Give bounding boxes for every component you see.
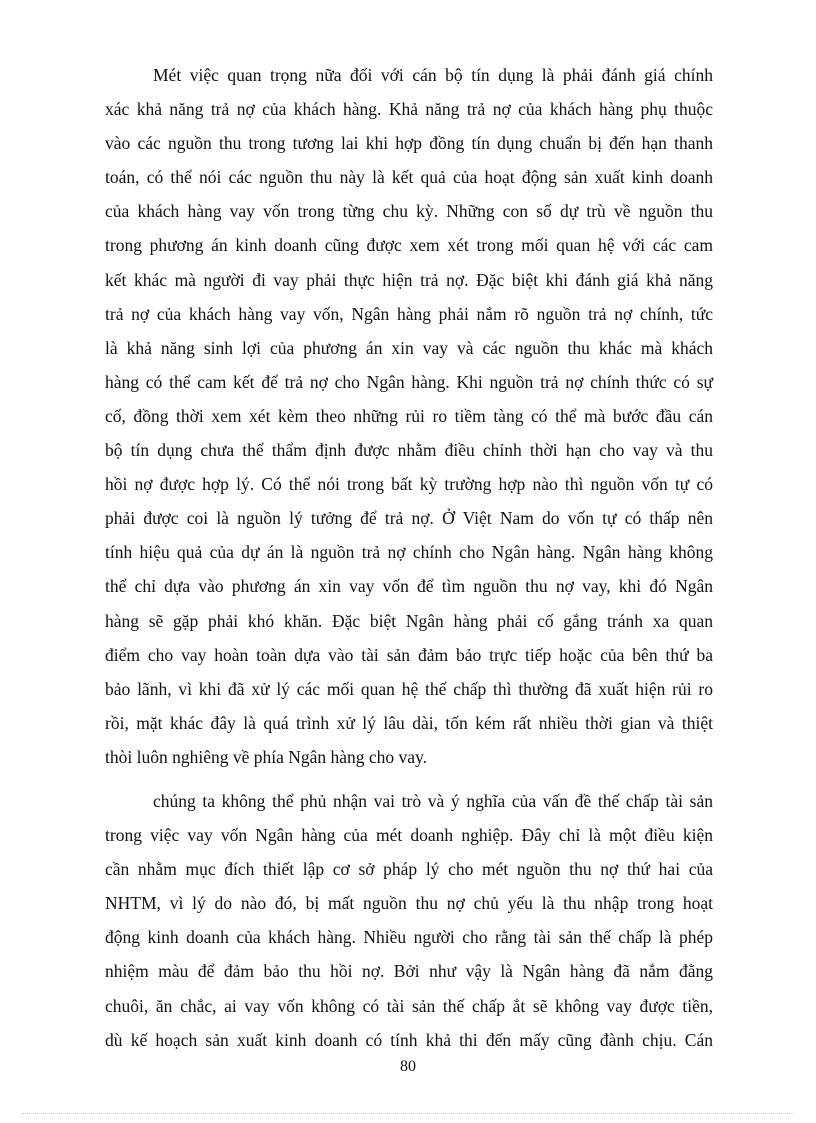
- text-line: bộ tín dụng chưa thể thẩm định được nhằm điều chỉnh thời hạn cho vay và thu: [105, 440, 713, 461]
- text-line: trong phương án kinh doanh cũng được xem xét trong mối quan hệ với các cam: [105, 235, 713, 256]
- text-line: bảo lãnh, vì khi đã xử lý các mối quan hệ thế chấp thì thường đã xuất hiện rủi ro: [105, 678, 713, 699]
- text-line: điểm cho vay hoàn toàn dựa vào tài sản đảm bảo trực tiếp hoặc của bên thứ ba: [105, 644, 713, 665]
- text-line: vào các nguồn thu trong tương lai khi hợp đồng tín dụng chuẩn bị đến hạn thanh: [105, 133, 713, 154]
- text-line: hàng sẽ gặp phải khó khăn. Đặc biệt Ngân hàng phải cố gắng tránh xa quan: [105, 610, 713, 631]
- text-line: rồi, mặt khác đây là quá trình xử lý lâu dài, tốn kém rất nhiều thời gian và thiệt: [105, 712, 713, 733]
- text-line: trong việc vay vốn Ngân hàng của mét doanh nghiệp. Đây chỉ là một điều kiện: [105, 825, 713, 846]
- text-line: hồi nợ được hợp lý. Có thể nói trong bất kỳ trường hợp nào thì nguồn vốn tự có: [105, 474, 713, 495]
- text-line: thòi luôn nghiêng về phía Ngân hàng cho vay.: [105, 746, 428, 767]
- text-line: của khách hàng vay vốn trong từng chu kỳ. Những con số dự trù về nguồn thu: [105, 201, 713, 222]
- paragraph-1: [105, 58, 713, 774]
- text-line: cố, đồng thời xem xét kèm theo những rủi ro tiềm tàng có thể mà bước đầu cán: [105, 405, 713, 426]
- text-line: cần nhằm mục đích thiết lập cơ sở pháp lý cho mét nguồn thu nợ thứ hai của: [105, 859, 713, 880]
- text-line: kết khác mà người đi vay phải thực hiện trả nợ. Đặc biệt khi đánh giá khả năng: [105, 269, 713, 290]
- text-line: NHTM, vì lý do nào đó, bị mất nguồn thu nợ chủ yếu là thu nhập trong hoạt: [105, 893, 713, 914]
- text-line: tính hiệu quả của dự án là nguồn trả nợ chính cho Ngân hàng. Ngân hàng không: [105, 542, 713, 563]
- text-line: Mét việc quan trọng nữa đối với cán bộ tín dụng là phải đánh giá chính: [153, 65, 713, 85]
- text-line: hàng có thể cam kết để trả nợ cho Ngân hàng. Khi nguồn trả nợ chính thức có sự: [105, 371, 713, 392]
- paragraph-2: [105, 784, 713, 1057]
- text-line: động kinh doanh của khách hàng. Nhiều người cho rằng tài sản thế chấp là phép: [105, 927, 713, 948]
- text-line: nhiệm màu để đảm bảo thu hồi nợ. Bởi như vậy là Ngân hàng đã nắm đằng: [105, 961, 713, 982]
- text-line: phải được coi là nguồn lý tưởng để trả nợ. Ở Việt Nam do vốn tự có thấp nên: [105, 508, 713, 529]
- page-number: 80: [400, 1058, 416, 1075]
- text-line: xác khả năng trả nợ của khách hàng. Khả năng trả nợ của khách hàng phụ thuộc: [105, 99, 713, 120]
- text-line: chúng ta không thể phủ nhận vai trò và ý nghĩa của vấn đề thế chấp tài sản: [153, 790, 713, 811]
- text-line: trả nợ của khách hàng vay vốn, Ngân hàng phải nắm rõ nguồn trả nợ chính, tức: [105, 303, 713, 324]
- text-line: là khả năng sinh lợi của phương án xin vay và các nguồn thu khác mà khách: [105, 337, 713, 358]
- text-line: chuôi, ăn chắc, ai vay vốn không có tài sản thế chấp ắt sẽ không vay được tiền,: [105, 995, 713, 1016]
- text-line: toán, có thể nói các nguồn thu này là kết quả của hoạt động sản xuất kinh doanh: [105, 167, 713, 188]
- text-line: dù kế hoạch sản xuất kinh doanh có tính khả thi đến mấy cũng đành chịu. Cán: [105, 1029, 713, 1050]
- body-text: [105, 58, 713, 1057]
- footer-divider: [22, 1113, 794, 1114]
- text-line: thể chỉ dựa vào phương án xin vay vốn để tìm nguồn thu nợ vay, khi đó Ngân: [105, 576, 713, 597]
- paragraph-spacer: [105, 774, 713, 784]
